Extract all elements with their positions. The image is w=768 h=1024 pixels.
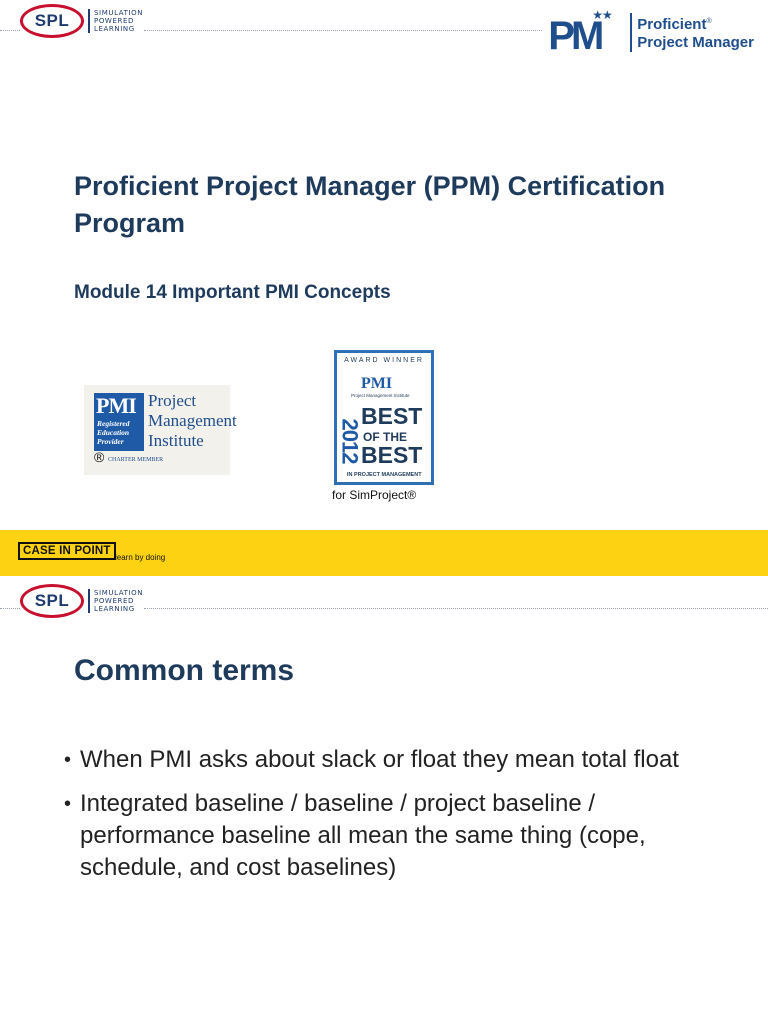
ppm-mark-text: PM [548,14,601,58]
spl-line-3: LEARNING [94,25,135,33]
spl-logo-mark [20,584,84,618]
registered-mark: ® [94,449,105,465]
award-of-the: OF THE [363,430,407,444]
rep-line-2: Education [97,428,130,437]
rep-line-1: Registered [97,419,130,428]
pmi-word-1: Project [148,391,197,410]
spl-logo-text [88,589,143,613]
award-badge [334,350,434,485]
header-divider-left [0,30,20,31]
bullet-icon: • [64,793,72,815]
ppm-trademark: ® [706,17,712,25]
ppm-logo-words [630,13,754,52]
spl-logo [20,4,143,38]
rep-text [97,419,130,446]
rep-line-3: Provider [97,437,124,446]
award-pmi-sub: Project Management Institute [351,393,410,398]
case-in-point-banner [0,530,768,576]
list-item [64,788,704,884]
charter-member-text: CHARTER MEMBER [108,457,164,463]
spl-logo [20,584,143,618]
award-pmi-mark: PMI [361,375,393,392]
award-arc-text: AWARD WINNER [344,357,424,364]
pmi-word-3: Institute [148,431,204,450]
slide-title: Proficient Project Manager (PPM) Certification Program [74,171,666,238]
spl-mark-text: SPL [34,591,70,610]
header-divider-left [0,608,20,609]
banner-tagline: learn by doing [115,553,166,562]
spl-mark-text: SPL [34,11,70,30]
ppm-line-1: Proficient [637,15,707,33]
bullet-list [64,744,704,896]
award-in-pm: IN PROJECT MANAGEMENT [347,472,422,478]
header-divider [144,30,542,31]
award-year [337,403,363,479]
star-icon: ★★ [592,8,612,22]
ppm-logo-mark [548,8,630,56]
pmi-mark-text: PMI [96,393,136,418]
slide-title: Common terms [74,654,295,687]
award-caption: for SimProject® [332,488,417,502]
spl-logo-text [88,9,143,33]
award-best-1: BEST [361,403,423,429]
spl-line-1: SIMULATION [94,9,144,17]
bullet-icon: • [64,749,72,771]
ppm-line-2: Project Manager [637,33,754,51]
award-best-2: BEST [361,442,423,468]
spl-line-2: POWERED [94,17,134,25]
bullet-text: When PMI asks about slack or float they mean total float [80,746,679,773]
ppm-logo [548,8,754,56]
pmi-words [148,391,237,451]
bullet-text: Integrated baseline / baseline / project baseline / performance baseline all mean the same thing (cope, schedule, and cost baselines) [80,790,646,881]
list-item [64,744,704,776]
slide-subtitle: Module 14 Important PMI Concepts [74,282,391,303]
spl-line-3: LEARNING [94,605,135,613]
pmi-rep-mark [94,393,144,451]
spl-line-1: SIMULATION [94,589,144,597]
spl-logo-mark [20,4,84,38]
slide-2 [0,578,768,1024]
case-in-point-logo: CASE IN POINT [18,542,116,560]
award-year-text: 2012 [337,418,363,464]
pmi-word-2: Management [148,411,237,430]
header-divider [144,608,768,609]
spl-line-2: POWERED [94,597,134,605]
pmi-rep-logo [84,385,237,475]
